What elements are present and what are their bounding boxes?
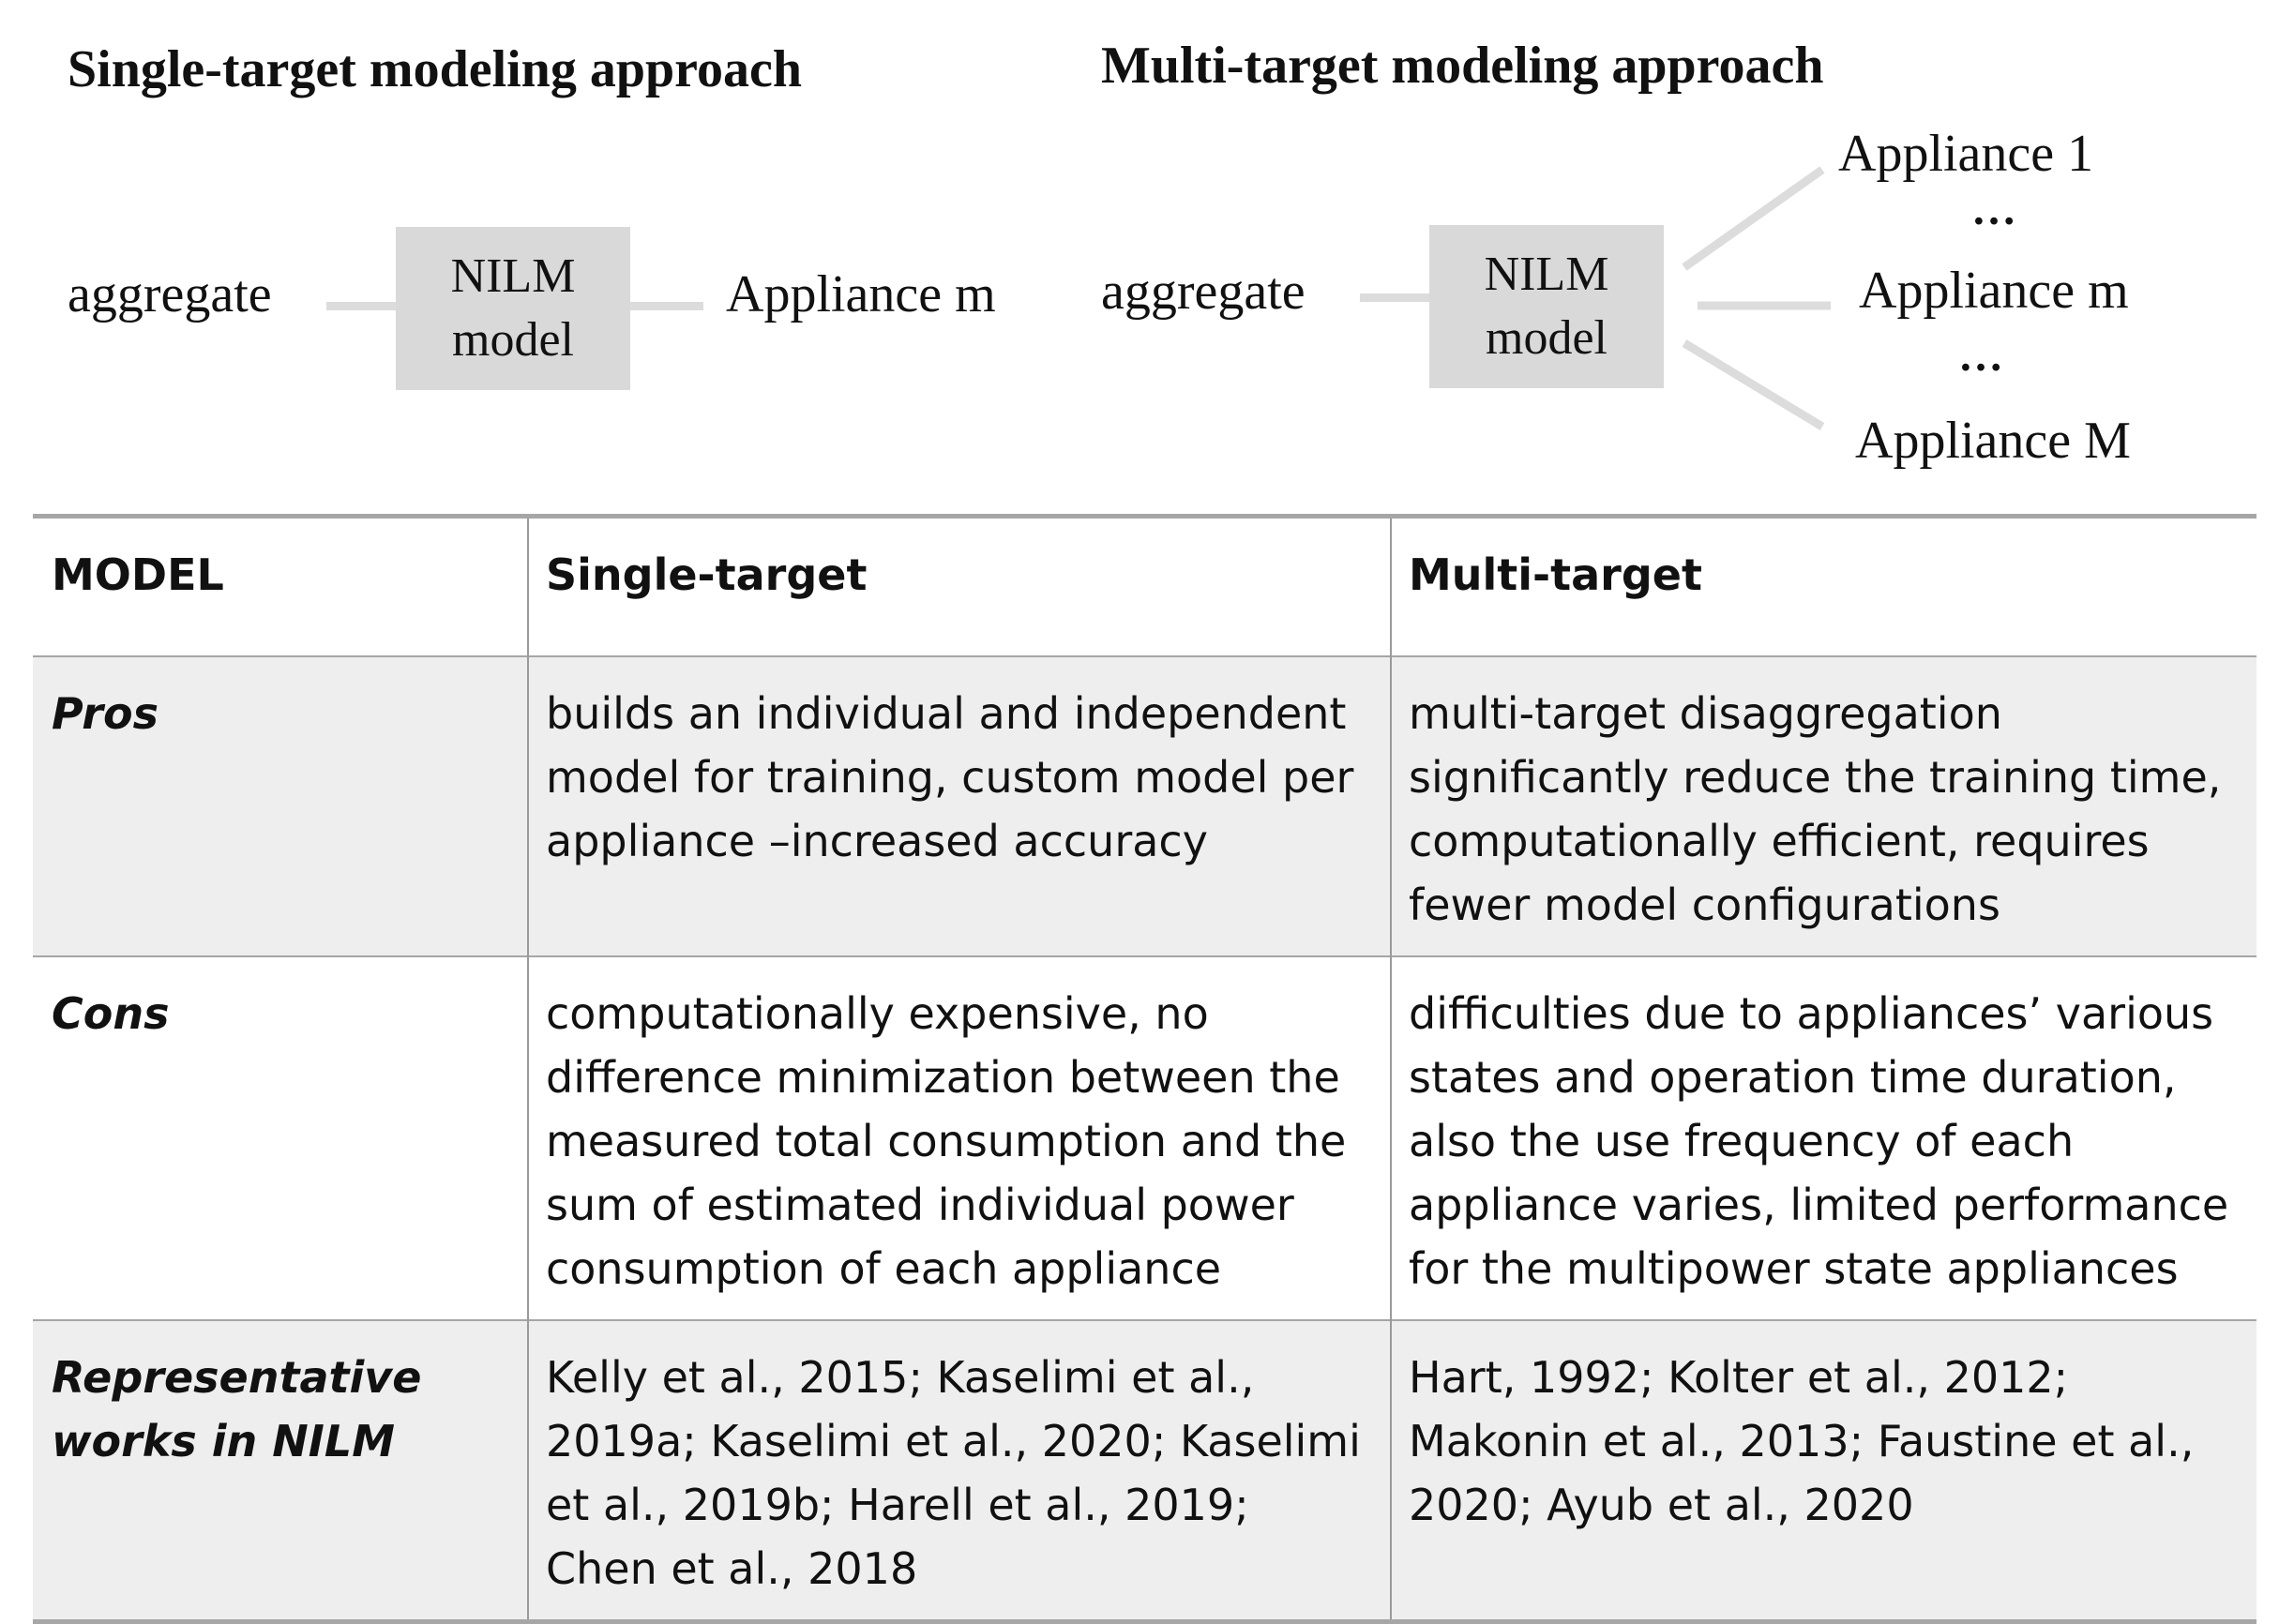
row-label-representative-line2: works in NILM [52,1416,396,1466]
header-single-target: Single-target [528,517,1391,657]
cell-cons-multi: difficulties due to appliances’ various states and operation time duration, also the use frequency of each appliance varies, limited performance for the multipower state appliances [1391,956,2256,1320]
table-header-row [33,517,2256,657]
single-output-connector [630,302,703,310]
table-row-pros [33,656,2256,956]
row-label-cons: Cons [33,956,528,1320]
multi-box-line1: NILM [1484,248,1609,301]
multi-output-appliance-1: Appliance 1 [1838,125,2094,183]
header-multi-target: Multi-target [1391,517,2256,657]
connector-to-appliance-1 [1684,170,1822,267]
header-model: MODEL [33,517,528,657]
table-row-representative-works [33,1320,2256,1622]
single-nilm-model-box [396,227,630,390]
multi-output-appliance-m: Appliance m [1859,262,2129,320]
comparison-table [33,514,2256,1624]
multi-nilm-model-box [1429,225,1664,388]
connector-to-appliance-M [1684,343,1822,427]
cell-works-multi: Hart, 1992; Kolter et al., 2012; Makonin et al., 2013; Faustine et al., 2020; Ayub et al., 2020 [1391,1320,2256,1622]
cell-works-single: Kelly et al., 2015; Kaselimi et al., 2019a; Kaselimi et al., 2020; Kaselimi et al., 2019b; Harell et al., 2019; Chen et al., 2018 [528,1320,1391,1622]
multi-input-label: aggregate [1101,263,1306,321]
single-box-line2: model [452,313,574,367]
multi-input-connector [1360,293,1431,302]
multi-target-title: Multi-target modeling approach [1101,37,1824,95]
single-output-label: Appliance m [726,265,996,323]
single-target-title: Single-target modeling approach [68,40,802,98]
table-row-cons [33,956,2256,1320]
multi-output-ellipsis-1: … [1971,185,2016,234]
multi-output-appliance-M: Appliance M [1855,412,2131,470]
row-label-representative-line1: Representative [52,1352,422,1403]
row-label-representative-works [33,1320,528,1622]
single-box-line1: NILM [450,249,576,303]
multi-output-ellipsis-2: … [1958,331,2003,381]
cell-pros-multi: multi-target disaggregation significantly reduce the training time, computationally efficient, requires fewer model configurations [1391,656,2256,956]
row-label-pros: Pros [33,656,528,956]
single-input-label: aggregate [68,265,272,323]
cell-cons-single: computationally expensive, no difference minimization between the measured total consumption and the sum of estimated individual power consumption of each appliance [528,956,1391,1320]
cell-pros-single: builds an individual and independent model for training, custom model per appliance –increased accuracy [528,656,1391,956]
single-input-connector [326,302,400,310]
multi-box-line2: model [1486,311,1607,365]
